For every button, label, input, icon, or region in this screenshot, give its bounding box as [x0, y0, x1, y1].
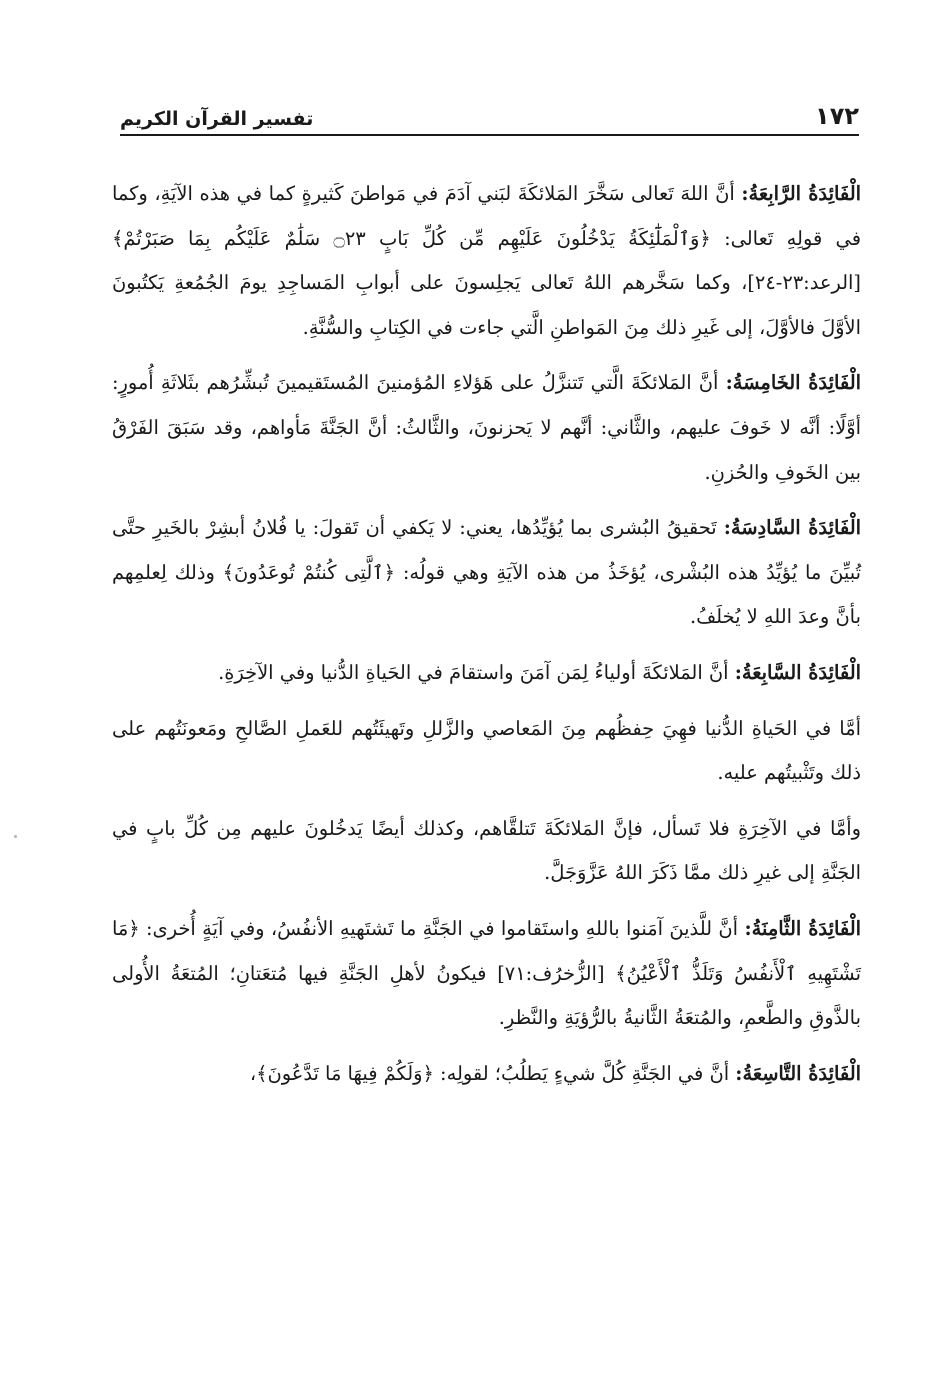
paragraph [112, 506, 861, 640]
header-rule [120, 134, 859, 136]
paragraph-text: تَحقيقُ البُشرى بما يُؤيِّدُها، يعني: لا يَكفي أن تَقولَ: يا فُلانُ أبشِرْ بالخَيرِ حتَّى تُبيِّنَ ما يُؤيِّدُ هذه البُشْرى، يُؤخَذُ من هذه الآيَةِ وهي قولُه: ﴿ٱلَّتِى كُنتُمْ تُوعَدُونَ﴾ وذلك لِعلمِهم بأنَّ وعدَ اللهِ لا يُخلَفُ. [112, 516, 861, 629]
paragraph-lead: الْفَائِدَةُ الخَامِسَةُ: [725, 371, 861, 395]
page-body [112, 172, 861, 1336]
paragraph-lead: الْفَائِدَةُ الثَّامِنَةُ: [744, 916, 861, 940]
paragraph [112, 707, 861, 796]
paragraph [112, 807, 861, 896]
paragraph-lead: الْفَائِدَةُ التَّاسِعَةُ: [735, 1061, 861, 1085]
paragraph-text: أمَّا في الحَياةِ الدُّنيا فهِيَ حِفظُهم مِنَ المَعاصي والزَّللِ وتَهيئَتُهم للعَملِ الصَّالحِ ومَعونَتُهم على ذلك وتَثْبيتُهم عليه. [112, 716, 861, 785]
paragraph [112, 1052, 861, 1097]
paragraph-text: أنَّ المَلائكَةَ الَّتي تَتنزَّلُ على هَؤلاءِ المُؤمنينَ المُستَقيمينَ تُبشِّرُهم بثَلاثَةِ أُمورٍ: أوَّلًا: أنَّه لا خَوفَ عليهم، والثَّاني: أنَّهم لا يَحزنونَ، والثَّالثُ: أنَّ الجَنَّةَ مَأواهم، وقد سَبَقَ الفَرْقُ بين الخَوفِ والحُزنِ. [112, 371, 861, 484]
paragraph-lead: الْفَائِدَةُ السَّابِعَةُ: [734, 660, 861, 684]
paragraph-lead: الْفَائِدَةُ السَّادِسَةُ: [723, 516, 861, 540]
book-title: تفسير القرآن الكريم [120, 108, 314, 130]
page-header [120, 96, 859, 130]
page-number: ١٧٢ [815, 102, 859, 130]
paragraph-text: أنَّ المَلائكَةَ أولياءُ لِمَن آمَنَ واستقامَ في الحَياةِ الدُّنيا وفي الآخِرَةِ. [218, 660, 729, 684]
paragraph [112, 907, 861, 1041]
paragraph-text: وأمَّا في الآخِرَةِ فلا تَسأل، فإنَّ المَلائكَةَ تَتلقَّاهم، وكذلك أيضًا يَدخُلونَ عليهم مِن كُلِّ بابٍ في الجَنَّةِ إلى غيرِ ذلك ممَّا ذَكَرَ اللهُ عَزَّوَجَلَّ. [112, 816, 861, 885]
paragraph-lead: الْفَائِدَةُ الرَّابِعَةُ: [741, 182, 861, 205]
scan-speck [14, 835, 17, 838]
paragraph-text: أنَّ للَّذينَ آمَنوا باللهِ واستَقاموا في الجَنَّةِ ما تَشتَهيهِ الأنفُسُ، وفي آيَةٍ أُخرى: ﴿مَا تَشْتَهِيهِ ٱلْأَنفُسُ وَتَلَذُّ ٱلْأَعْيُنُ﴾ [الزُّخرُف:٧١] فيكونُ لأهلِ الجَنَّةِ فيها مُتعَتانِ؛ المُتعَةُ الأُولى بالذَّوقِ والطَّعمِ، والمُتعَةُ الثَّانيةُ بالرُّؤيَةِ والنَّظرِ. [112, 916, 861, 1030]
paragraph [112, 361, 861, 495]
paragraph-text: أنَّ اللهَ تَعالى سَخَّرَ المَلائكَةَ لبَني آدَمَ في مَواطنَ كَثيرةٍ كما في هذه الآيَةِ، وكما في قولِهِ تَعالى: ﴿وَٱلْمَلَٰٓئِكَةُ يَدْخُلُونَ عَلَيْهِم مِّن كُلِّ بَابٍ ۝٢٣ سَلَٰمٌ عَلَيْكُم بِمَا صَبَرْتُمْ﴾ [الرعد:٢٣-٢٤]، وكما سَخَّرهم اللهُ تَعالى يَجلِسونَ على أبوابِ المَساجِدِ يومَ الجُمُعةِ يَكتُبونَ الأوَّلَ فالأوَّلَ، إلى غَيرِ ذلك مِنَ المَواطنِ الَّتي جاءت في الكِتابِ والسُّنَّةِ. [112, 182, 861, 339]
paragraph [112, 172, 861, 350]
paragraph [112, 651, 861, 696]
paragraph-text: أنَّ في الجَنَّةِ كُلَّ شيءٍ يَطلُبُ؛ لقولِه: ﴿وَلَكُمْ فِيهَا مَا تَدَّعُونَ﴾، [249, 1061, 730, 1085]
